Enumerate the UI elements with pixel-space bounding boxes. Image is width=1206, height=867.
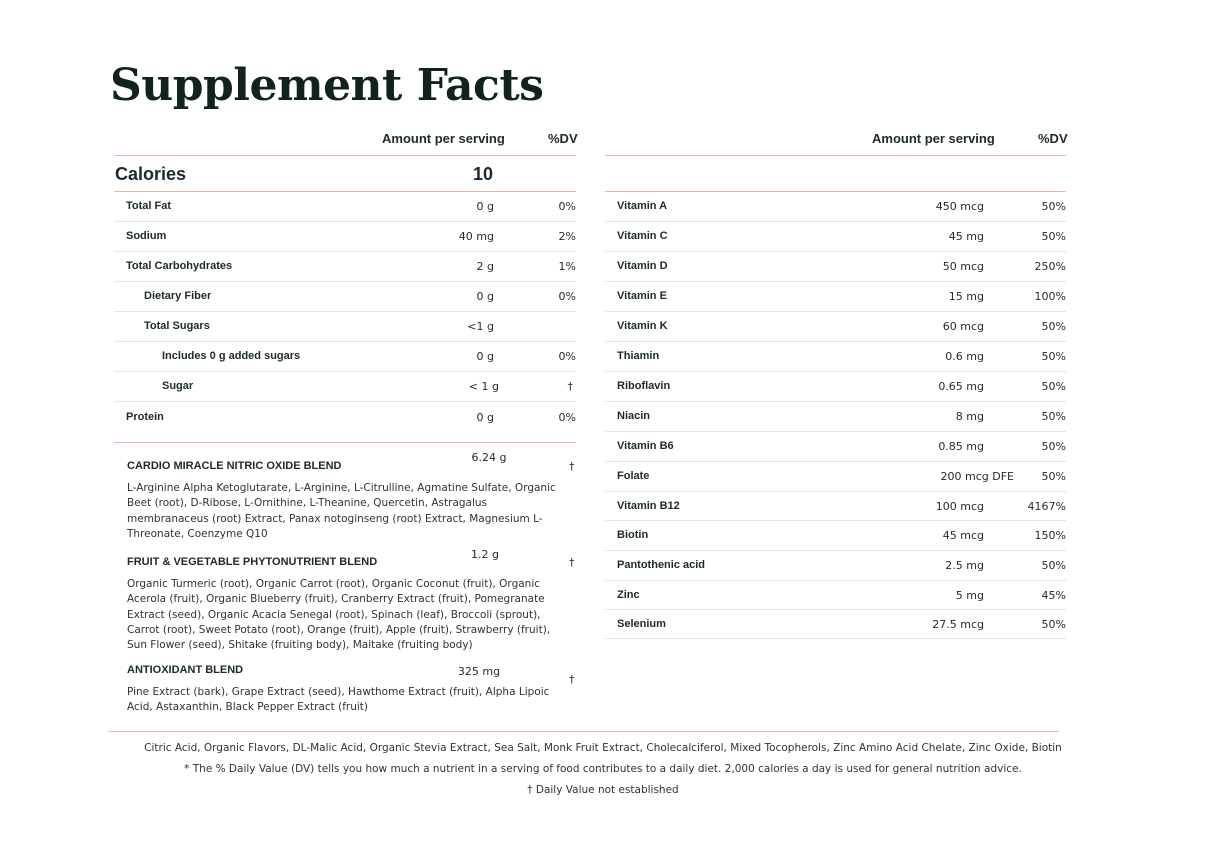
- blends-rule: [114, 442, 576, 443]
- left-amount-header: Amount per serving: [382, 131, 505, 146]
- nutrient-dv: 50%: [1041, 200, 1066, 213]
- blend-dv: †: [569, 460, 575, 473]
- nutrient-name: Total Sugars: [144, 320, 210, 332]
- nutrient-row: [114, 252, 576, 281]
- nutrient-row: [605, 252, 1066, 281]
- nutrient-dv: 50%: [1041, 350, 1066, 363]
- nutrient-amount: 40 mg: [458, 230, 494, 243]
- nutrient-amount: 0.65 mg: [938, 380, 984, 393]
- nutrient-row: [605, 192, 1066, 221]
- nutrient-name: Dietary Fiber: [144, 290, 212, 302]
- nutrient-name: Pantothenic acid: [617, 559, 706, 571]
- nutrient-row: [114, 372, 576, 401]
- nutrient-row: [114, 342, 576, 371]
- nutrient-amount: 15 mg: [948, 290, 984, 303]
- nutrient-dv: 45%: [1041, 589, 1066, 602]
- nutrient-dv: 50%: [1041, 410, 1066, 423]
- row-divider: [605, 638, 1066, 639]
- nutrient-name: Folate: [617, 470, 650, 482]
- nutrient-amount: 50 mcg: [942, 260, 984, 273]
- nutrient-name: Selenium: [617, 618, 666, 630]
- nutrient-name: Includes 0 g added sugars: [162, 350, 301, 362]
- blend-amount: 325 mg: [457, 665, 501, 678]
- blend-dv: †: [569, 673, 575, 686]
- nutrient-name: Vitamin E: [617, 290, 667, 302]
- calories-value: 10: [472, 164, 493, 184]
- nutrient-amount: 27.5 mcg: [932, 618, 984, 631]
- blend-amount: 6.24 g: [471, 451, 507, 464]
- nutrient-amount: 0.85 mg: [938, 440, 984, 453]
- nutrient-name: Vitamin C: [617, 230, 668, 242]
- nutrient-dv: 50%: [1041, 230, 1066, 243]
- nutrient-amount: 2.5 mg: [945, 559, 984, 572]
- nutrient-amount: 60 mcg: [942, 320, 984, 333]
- nutrient-name: Vitamin B12: [617, 500, 680, 512]
- nutrient-name: Sugar: [162, 380, 194, 392]
- blend-name: ANTIOXIDANT BLEND: [127, 664, 244, 676]
- left-header-rule: [114, 155, 576, 156]
- nutrient-row: [605, 492, 1066, 521]
- nutrient-name: Niacin: [617, 410, 651, 422]
- nutrient-row: [605, 222, 1066, 251]
- dv-footnote: * The % Daily Value (DV) tells you how much a nutrient in a serving of food contributes to a daily diet. 2,000 calories a day is used for general nutrition advice.: [184, 763, 1022, 775]
- page-title: Supplement Facts: [110, 60, 544, 111]
- nutrient-amount: 45 mcg: [942, 529, 984, 542]
- right-dv-header: %DV: [1038, 131, 1068, 146]
- nutrient-amount: 450 mcg: [935, 200, 984, 213]
- nutrient-dv: 0%: [558, 290, 576, 303]
- nutrient-amount: 0 g: [476, 411, 494, 424]
- other-ingredients: Citric Acid, Organic Flavors, DL-Malic Acid, Organic Stevia Extract, Sea Salt, Monk Fruit Extract, Cholecalciferol, Mixed Tocopherols, Zinc Amino Acid Chelate, Zinc Oxide, Biotin: [144, 742, 1062, 754]
- blend-ingredients: Organic Turmeric (root), Organic Carrot (root), Organic Coconut (fruit), Organic Acerola (fruit), Organic Blueberry (fruit), Cranberry Extract (fruit), Pomegranate Extract (seed), Organic Acacia Senegal (root), Spinach (leaf), Broccoli (sprout), Carrot (root), Sweet Potato (root), Orange (fruit), Apple (fruit), Strawberry (fruit), Sun Flower (seed), Shitake (fruiting body), Maitake (fruiting body): [127, 578, 551, 652]
- nutrient-row: [605, 342, 1066, 371]
- nutrient-amount: 8 mg: [955, 410, 984, 423]
- nutrient-row: [605, 462, 1066, 491]
- nutrient-dv: 50%: [1041, 470, 1066, 483]
- nutrient-dv: 50%: [1041, 320, 1066, 333]
- nutrient-amount: 200 mcg DFE: [940, 470, 1014, 483]
- nutrient-dv: 250%: [1034, 260, 1066, 273]
- blend-ingredients: Pine Extract (bark), Grape Extract (seed), Hawthome Extract (fruit), Alpha Lipoic Acid, Astaxanthin, Black Pepper Extract (fruit): [127, 686, 550, 714]
- nutrient-name: Zinc: [617, 589, 640, 601]
- nutrient-amount: 0.6 mg: [945, 350, 984, 363]
- left-dv-header: %DV: [548, 131, 578, 146]
- nutrient-amount: 100 mcg: [935, 500, 984, 513]
- nutrient-dv: †: [567, 380, 573, 393]
- nutrient-row: [114, 312, 576, 341]
- footer-rule: [108, 731, 1059, 732]
- blend-name: FRUIT & VEGETABLE PHYTONUTRIENT BLEND: [127, 556, 378, 568]
- nutrient-amount: <1 g: [467, 320, 494, 333]
- nutrient-name: Vitamin K: [617, 320, 668, 332]
- blend-dv: †: [569, 556, 575, 569]
- nutrient-row: [605, 312, 1066, 341]
- nutrient-row: [114, 282, 576, 311]
- nutrient-dv: 0%: [558, 200, 576, 213]
- nutrient-name: Total Carbohydrates: [126, 260, 233, 272]
- nutrient-name: Vitamin D: [617, 260, 668, 272]
- nutrient-row: [605, 521, 1066, 550]
- nutrient-row: [114, 192, 576, 221]
- nutrient-dv: 50%: [1041, 559, 1066, 572]
- nutrient-row: [605, 402, 1066, 431]
- nutrient-dv: 50%: [1041, 380, 1066, 393]
- nutrient-amount: 2 g: [476, 260, 494, 273]
- right-header-rule: [605, 155, 1066, 156]
- nutrient-dv: 4167%: [1027, 500, 1066, 513]
- nutrient-dv: 50%: [1041, 440, 1066, 453]
- blend-amount: 1.2 g: [471, 548, 499, 561]
- nutrient-dv: 150%: [1034, 529, 1066, 542]
- nutrient-amount: 0 g: [476, 290, 494, 303]
- nutrient-row: [605, 372, 1066, 401]
- nutrient-amount: 45 mg: [948, 230, 984, 243]
- nutrient-row: [605, 432, 1066, 461]
- nutrient-row: [605, 282, 1066, 311]
- nutrient-name: Sodium: [126, 230, 167, 242]
- nutrient-dv: 0%: [558, 350, 576, 363]
- nutrient-row: [605, 551, 1066, 580]
- nutrient-name: Vitamin A: [617, 200, 668, 212]
- nutrient-amount: 0 g: [476, 350, 494, 363]
- nutrient-dv: 100%: [1034, 290, 1066, 303]
- nutrient-row: [114, 403, 576, 432]
- nutrient-name: Biotin: [617, 529, 649, 541]
- nutrient-name: Riboflavin: [617, 380, 671, 392]
- nutrient-dv: 2%: [558, 230, 576, 243]
- nutrient-row: [605, 581, 1066, 610]
- dagger-footnote: † Daily Value not established: [527, 784, 679, 796]
- nutrient-dv: 1%: [558, 260, 576, 273]
- blend-name: CARDIO MIRACLE NITRIC OXIDE BLEND: [127, 460, 342, 472]
- nutrient-row: [114, 222, 576, 251]
- nutrient-row: [605, 610, 1066, 639]
- nutrient-name: Thiamin: [617, 350, 660, 362]
- nutrient-name: Vitamin B6: [617, 440, 674, 452]
- nutrient-name: Total Fat: [126, 200, 172, 212]
- blend-ingredients: L-Arginine Alpha Ketoglutarate, L-Arginine, L-Citrulline, Agmatine Sulfate, Organic Beet (root), D-Ribose, L-Ornithine, L-Theanine, Quercetin, Astragalus membranaceus (root) Extract, Panax notoginseng (root) Extract, Magnesium L-Threonate, Coenzyme Q10: [127, 482, 556, 540]
- right-amount-header: Amount per serving: [872, 131, 995, 146]
- nutrient-dv: 0%: [558, 411, 576, 424]
- nutrient-amount: 0 g: [476, 200, 494, 213]
- nutrient-amount: < 1 g: [468, 380, 499, 393]
- nutrient-name: Protein: [126, 411, 164, 423]
- row-divider: [114, 401, 576, 402]
- calories-label: Calories: [115, 164, 187, 184]
- nutrient-amount: 5 mg: [955, 589, 984, 602]
- nutrient-dv: 50%: [1041, 618, 1066, 631]
